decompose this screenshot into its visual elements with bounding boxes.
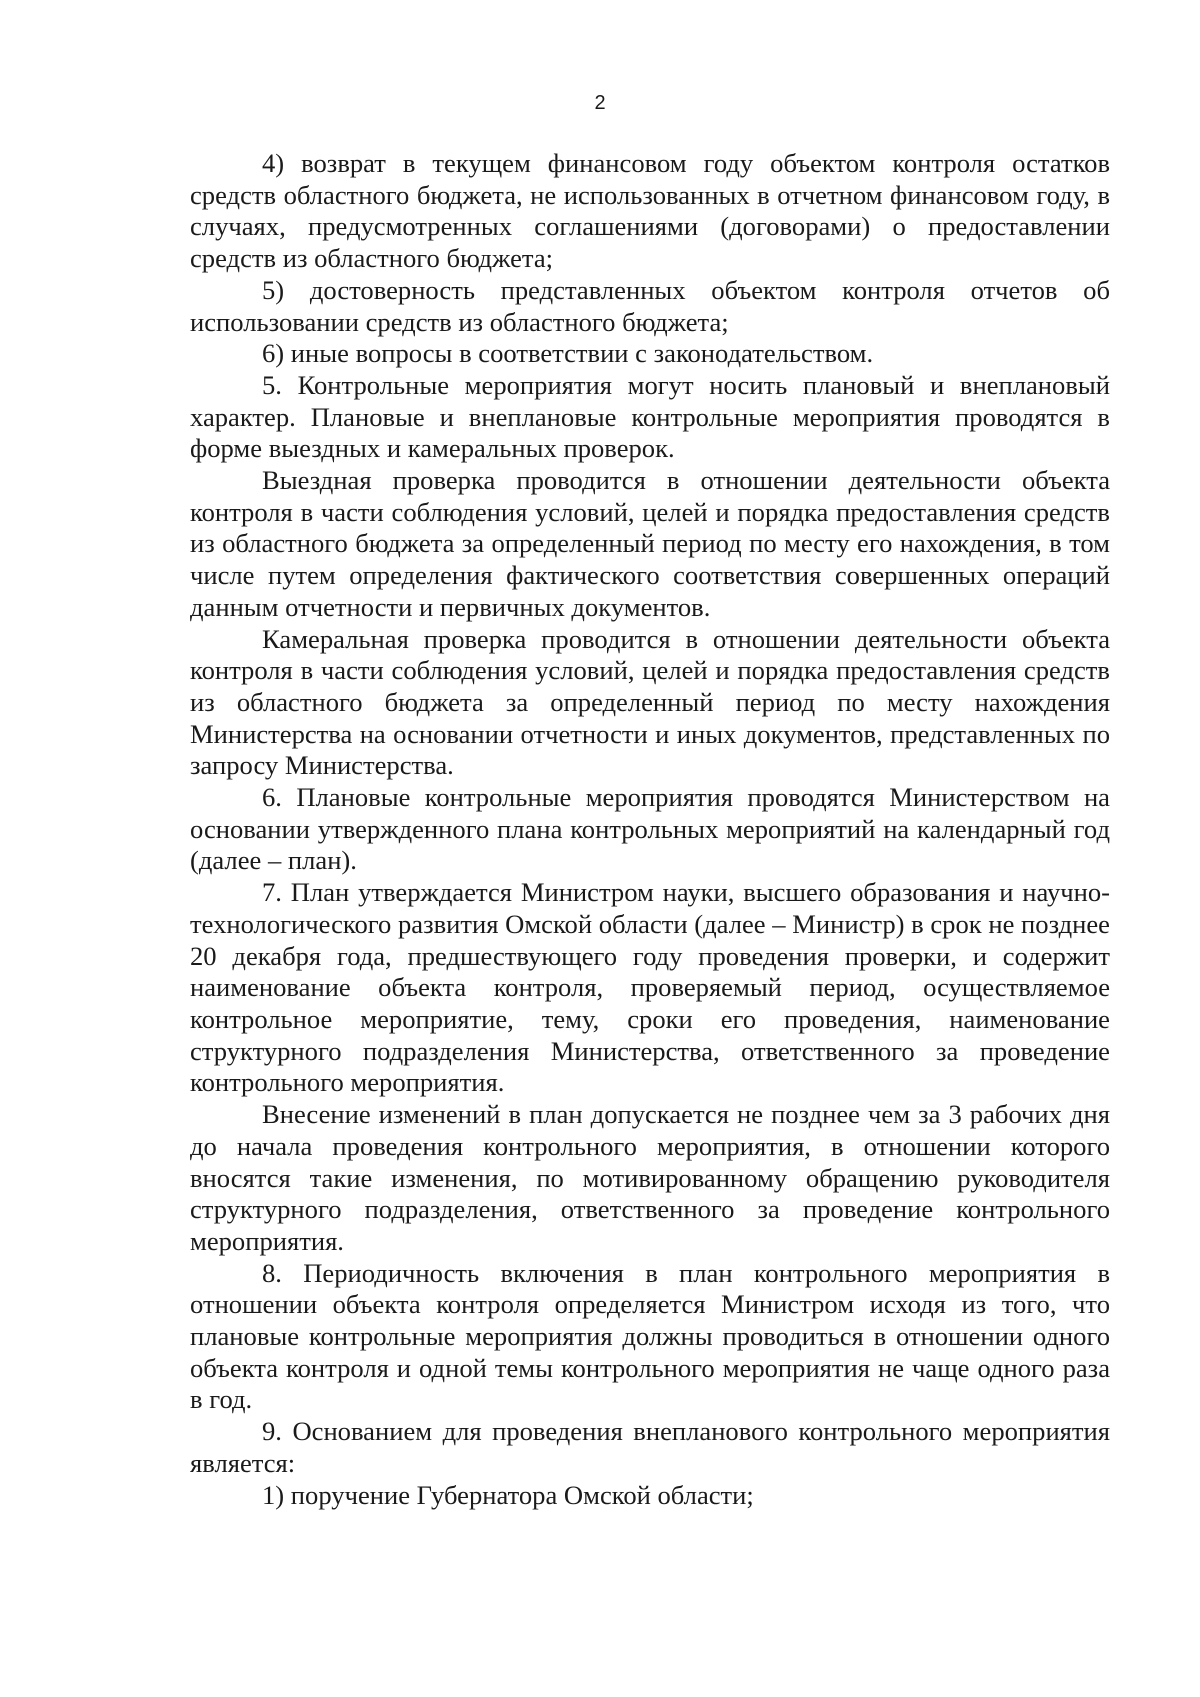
paragraph-section-9: 9. Основанием для проведения внепланового контрольного мероприятия является:: [190, 1416, 1110, 1478]
paragraph-section-8: 8. Периодичность включения в план контрольного мероприятия в отношении объекта контроля определяется Министром исходя из того, что плановые контрольные мероприятия должны проводиться в отношении одного объекта контроля и одной темы контрольного мероприятия не чаще одного раза в год.: [190, 1257, 1110, 1415]
page-number: 2: [594, 92, 606, 114]
paragraph-item-5: 5) достоверность представленных объектом контроля отчетов об использовании средств из областного бюджета;: [190, 274, 1110, 337]
paragraph-desk-inspection: Камеральная проверка проводится в отношении деятельности объекта контроля в части соблюдения условий, целей и порядка предоставления средств из областного бюджета за определенный период по месту нахождения Министерства на основании отчетности и иных документов, представленных по запросу Министерства.: [190, 623, 1110, 781]
paragraph-section-9-item-1: 1) поручение Губернатора Омской области;: [262, 1479, 754, 1510]
paragraph-item-4: 4) возврат в текущем финансовом году объектом контроля остатков средств областного бюджета, не использованных в отчетном финансовом году, в случаях, предусмотренных соглашениями (договорами) о предоставлении средств из областного бюджета;: [190, 148, 1110, 274]
paragraph-onsite-inspection: Выездная проверка проводится в отношении деятельности объекта контроля в части соблюдения условий, целей и порядка предоставления средств из областного бюджета за определенный период по месту его нахождения, в том числе путем определения фактического соответствия совершенных операций данным отчетности и первичных документов.: [190, 465, 1110, 622]
paragraph-section-5: 5. Контрольные мероприятия могут носить плановый и внеплановый характер. Плановые и внеплановые контрольные мероприятия проводятся в форме выездных и камеральных проверок.: [190, 369, 1110, 464]
paragraph-item-6: 6) иные вопросы в соответствии с законодательством.: [262, 338, 874, 369]
paragraph-section-6: 6. Плановые контрольные мероприятия проводятся Министерством на основании утвержденного плана контрольных мероприятий на календарный год (далее – план).: [190, 782, 1110, 876]
paragraph-section-7: 7. План утверждается Министром науки, высшего образования и научно-технологического развития Омской области (далее – Министр) в срок не позднее 20 декабря года, предшествующего году проведения проверки, и содержит наименование объекта контроля, проверяемый период, осуществляемое контрольное мероприятие, тему, сроки его проведения, наименование структурного подразделения Министерства, ответственного за проведение контрольного мероприятия.: [190, 877, 1110, 1098]
document-body: [190, 148, 1110, 1511]
paragraph-plan-changes: Внесение изменений в план допускается не позднее чем за 3 рабочих дня до начала проведения контрольного мероприятия, в отношении которого вносятся такие изменения, по мотивированному обращению руководителя структурного подразделения, ответственного за проведение контрольного мероприятия.: [190, 1099, 1110, 1256]
